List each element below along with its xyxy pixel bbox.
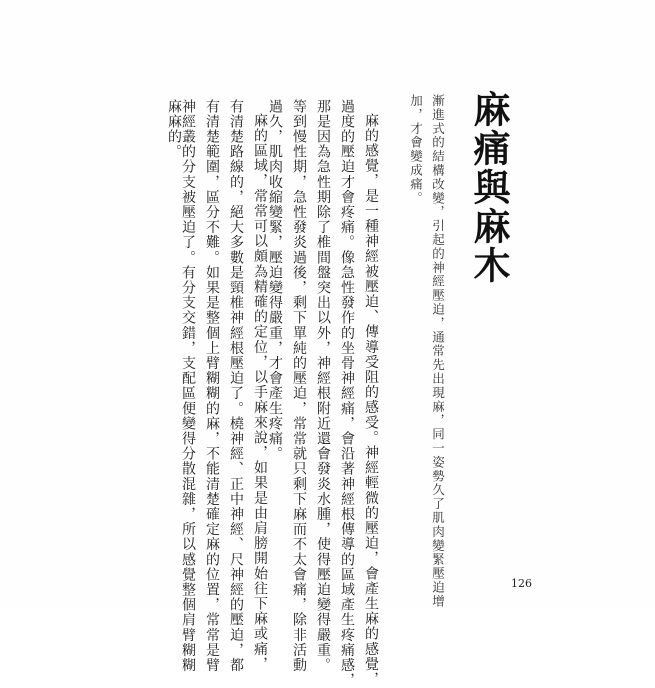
body-line: 麻麻的。 (166, 99, 182, 160)
intro-line: 漸進式的結構改變，引起的神經壓迫，通常先出現麻，同一姿勢久了肌肉變緊壓迫增 (430, 94, 446, 609)
body-line: 那是因為急性期除了椎間盤突出以外，神經根附近還會發炎水腫，使得壓迫變得嚴重。 (315, 99, 331, 673)
body-line: 過度的壓迫才會疼痛。像急性發作的坐骨神經痛，會沿著神經根傳導的區域產生疼痛感， (339, 99, 355, 688)
body-line: 過久，肌肉收縮變緊，壓迫變得嚴重，才會產生疼痛。 (267, 99, 283, 462)
body-line: 麻的感覺，是一種神經被壓迫、傳導受阻的感受。神經輕微的壓迫，會產生麻的感覺， (363, 113, 379, 687)
body-line: 有清楚範圍，區分不難。如果是整個上臂糊糊的麻，不能清楚確定麻的位置，常常是臂 (204, 99, 220, 673)
intro-line: 加，才會變成痛。 (408, 94, 424, 206)
body-line: 神經叢的分支被壓迫了。有分支交錯，支配區便變得分散混雜，所以感覺整個肩臂糊糊 (180, 99, 196, 673)
body-line: 有清楚路線的，絕大多數是頸椎神經根壓迫了。橈神經、正中神經、尺神經的壓迫，都 (228, 99, 244, 673)
body-line: 麻的區域，常常可以頗為精確的定位，以手麻來說，如果是由肩膀開始往下麻或痛， (252, 113, 268, 672)
chapter-title: 麻痛與麻木 (467, 90, 511, 285)
page-number: 126 (511, 577, 532, 590)
body-line: 等到慢性期，急性發炎過後，剩下單純的壓迫，常常就只剩下麻而不太會痛，除非活動 (291, 99, 307, 673)
